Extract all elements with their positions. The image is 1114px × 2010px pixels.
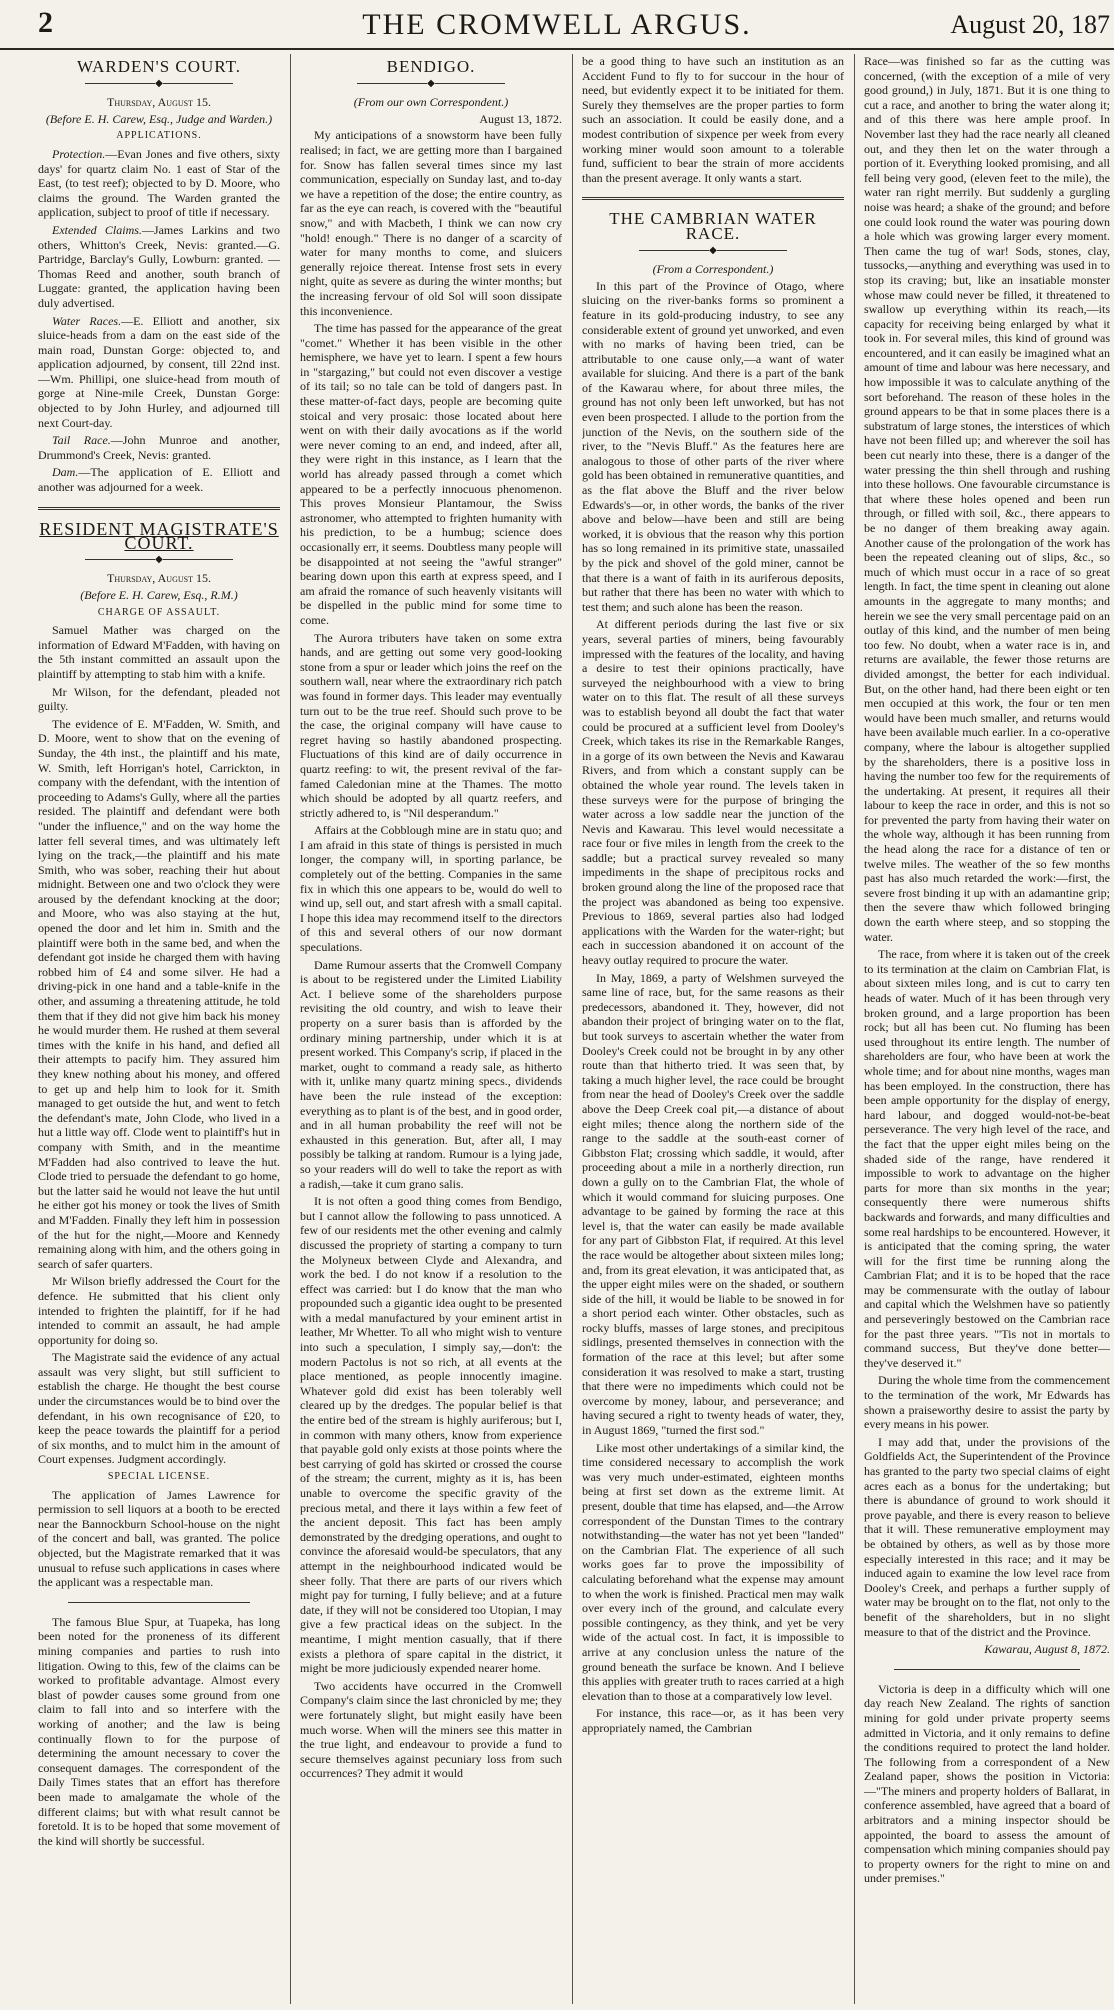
- bendigo-paragraph: Dame Rumour asserts that the Cromwell Company is about to be registered under the Limited Liability Act. I believe some of the shareholders purpose revisiting the old country, and wish to leave their property on a surer basis than is afforded by the ordinary mining partnership, under which it is at present worked. This Company's scrip, if placed in the market, ought to command a ready sale, as hitherto with it, unlike many quartz mining specs., dividends have been the rule instead of the exception: everything as to plant is of the best, and in good order, and in all human probability the reef will not be exhausted in this generation. But, after all, I may possibly be talking at random. Rumour is a lying jade, so your readers will do well to take the report as with a radish,—take it cum grano salis.: [300, 957, 562, 1191]
- column-3: [582, 54, 844, 2004]
- warden-entry: Protection.—Evan Jones and five others, sixty days' for quartz claim No. 1 east of Star of the East, (to test reef); objected to by D. Moore, who claims the ground. The Warden granted the application, subject to proof of title if necessary.: [38, 146, 280, 220]
- cambrian-continuation: I may add that, under the provisions of the Goldfields Act, the Superintendent of the Province has granted to the party two special claims of eight acres each as a bonus for the undertaking; but there is abundance of ground to work should it prove payable, and there is every reason to believe that it will. These remunerative employment may be obtained by others, as well as by those more especially interested in this race; and it may be induced again to examine the low level race from Dooley's Creek, and perhaps a further supply of water may be brought on to the flat, not only to the benefit of the shareholders, but in no slight measure to that of the district and the Province.: [864, 1434, 1110, 1639]
- cambrian-continuation: Race—was finished so far as the cutting was concerned, (with the exception of a mile of very good ground,) in July, 1871. But it is one thing to cut a race, and another to bring the water along it; and of this there was here ample proof. In November last they had the race nearly all cleaned out, and they then let on the water through a portion of it. Everything looked promising, and all fell being very good, (eleven feet to the mile), the water ran right merrily. But suddenly a gurgling noise was heard; a shake of the ground; and before one could look round the water was pouring down a hole which was growing larger every moment. Then came the tug of war! Sods, stones, clay, tussocks,—anything and everything was used in to stop its craving; but, like an insatiable monster whose maw could never be filled, it threatened to swallow up everything within its reach,—its capacity for receiving being enlarged by what it took in. For several miles, this kind of ground was encountered, and it can easily be imagined what an amount of time and labour was here necessary, and how impossible it was to calculate anything of the sort beforehand. The reason of these holes in the ground appears to be that in some places there is a substratum of large stones, the interstices of which have not been filled up; and wherever the soil has been cut nearly into these, there is a danger of the water pressing the thin shell through and rushing into these hollows. One favourable circumstance is that where these holes opened and been run through, or filled with soil, &c., there appears to be no danger of them breaking away again. Another cause of the prolongation of the work has been the repeated cleaning out of slips, &c., so much of which must occur in a race of so great length. In fact, the time spent in cleaning out alone amounts in the aggregate to many months; and herein we see the very small percentage paid on an outlay of this kind, and the number of men being too few. No doubt, when a water race is in, and returns are available, the fewer those returns are divided amongst, the better for each individual. But, on the other hand, had there been eight or ten men occupied at this work, the four or ten men would have been much smaller, and returns would have been available much earlier. In a co-operative company, where the labour is altogether supplied by the shareholders, there is a positive loss in having the number too few for the requirements of the undertaking. At present, it requires all their labour to keep the race in order, and this is not so for prevented the party from having their water on the whole way, although it has been running from the head along the race for a distance of ten or twelve miles. The weather of the so few months past has also much retarded the work:—first, the severe frost binding it up with an adamantine grip; then the severe thaw which followed bringing down the earth where steep, and so stopping the water.: [864, 54, 1110, 944]
- section-divider: [894, 1669, 1080, 1670]
- wardens-court-title: WARDEN'S COURT.: [76, 57, 242, 76]
- cambrian-continuation: The race, from where it is taken out of the creek to its termination at the claim on Cambrian Flat, is about sixteen miles long, and is cut to carry ten heads of water. Much of it has been through very broken ground, and a large proportion has been rock; but all has been cut. No fluming has been used throughout its entire length. The number of shareholders are four, who have been at work the whole time; and for about nine months, wages man has been employed. In the construction, there has been ample opportunity for the display of energy, hard labour, and dogged would-not-be-beat perseverance. The very high level of the race, and the fact that the upper eight miles being on the shaded side of the range, have rendered it impossible to work to advantage on the higher parts for more than six months in the year; consequently there were numerous shifts backwards and forwards, and many difficulties and some real hardships to be encountered. However, it is anticipated that the coming spring, the water will for the first time be running along the Cambrian Flat; and it is to be hoped that the race may be commensurate with the outlay of labour and capital which the Welshmen have so patiently and perseveringly bestowed on the Cambrian race for the past three years. "'Tis not in mortals to command success, But they've done better—they've deserved it.": [864, 947, 1110, 1370]
- resident-magistrate-title: RESIDENT MAGISTRATE'S COURT.: [39, 518, 279, 554]
- page-number: 2: [38, 6, 53, 39]
- warden-entry: Dam.—The application of E. Elliott and another was adjourned for a week.: [38, 465, 280, 495]
- wardens-court-date: Thursday, August 15.: [107, 95, 211, 110]
- cambrian-byline: (From a Correspondent.): [652, 262, 774, 277]
- bendigo-continuation: be a good thing to have such an institution as an Accident Fund to fly to for succour in the hour of need, but evidently expect it to be initiated for them. Surely they themselves are the proper parties to form such an association. It could be easily done, and a modest contribution of sixpence per week from every working miner would soon amount to a tolerable fund, sufficient to bear the strain of more accidents than the present average. It only wants a start.: [582, 54, 844, 185]
- warden-entry: Tail Race.—John Munroe and another, Drummond's Creek, Nevis: granted.: [38, 433, 280, 462]
- bendigo-byline: (From our own Correspondent.): [353, 95, 509, 110]
- wardens-court-before: (Before E. H. Carew, Esq., Judge and Warden.): [45, 111, 273, 126]
- column-2: [300, 54, 562, 2004]
- rm-paragraph: The evidence of E. M'Fadden, W. Smith, and D. Moore, went to show that on the evening of Sunday, the 4th inst., the plaintiff and his mate, W. Smith, left Horrigan's hotel, Carrickton, in company with the defendant, with the intention of proceeding to Adams's Gully, where all the parties resided. The plaintiff and defendant were both "under the influence," and on the way home the latter fell several times, and was ultimately left lying on the track,—the plaintiff and his mate Smith, who was sober, reaching their hut about midnight. Between one and two o'clock they were aroused by the defendant knocking at the door; and Moore, who was also staying at the hut, opened the door and let him in. Smith and the plaintiff were both in the same bed, and when the defendant got inside he charged them with having robbed him of £4 and some silver. He had a driving-pick in one hand and a table-knife in the other, and assuming a threatening attitude, he told them that if they did not give him back his money he would murder them. He rushed at them several times with the knife in his hand, and defied all their attempts to pacify him. They assured him they knew nothing about his money, and offered to get up and help him to look for it. Smith managed to get outside the hut, and went to fetch the defendant's mate, John Clode, who lived in a hut a little way off. Clode went to plaintiff's hut in company with Smith, and in the meantime M'Fadden had also contrived to leave the hut. Clode tried to persuade the defendant to go home, but the latter said he would not leave the hut until he either got his money or took the lives of Smith and M'Fadden. Finally they left him in possession of the hut for the night,—Moore and Kennedy remaining along with him, and the others going in search of safer quarters.: [38, 716, 280, 1271]
- bendigo-paragraph: Two accidents have occurred in the Cromwell Company's claim since the last chronicled by me; they were fortunately slight, but might easily have been much worse. When will the miners see this matter in the true light, and endeavour to provide a fund to secure themselves against pecuniary loss from such occurrences? They admit it would: [300, 1678, 562, 1781]
- issue-date: August 20, 187: [950, 10, 1110, 39]
- rm-court-date: Thursday, August 15.: [107, 571, 211, 586]
- applications-heading: APPLICATIONS.: [116, 130, 202, 142]
- victoria-paragraph: Victoria is deep in a difficulty which will one day reach New Zealand. The rights of sanction mining for gold under private property seems admitted in Victoria, and it only remains to define the conditions required to protect the land holder. The following from a correspondent of a New Zealand paper, shows the position in Victoria:—"The miners and property holders of Ballarat, in conference assembled, have agreed that a board of arbitrators and a mining inspector should be appointed, the board to assess the amount of compensation which mining companies should pay to property owners for the right to mine on and under premises.": [864, 1681, 1110, 1886]
- column-rule: [572, 54, 573, 2004]
- license-paragraph: The application of James Lawrence for permission to sell liquors at a booth to be erected near the Bannockburn School-house on the night of the concert and ball, was granted. The police objected, but the Magistrate remarked that it was unusual to refuse such applications in cases where the applicant was a respectable man.: [38, 1487, 280, 1590]
- bendigo-paragraph: Affairs at the Cobblough mine are in statu quo; and I am afraid in this state of things is persisted in much longer, the company will, in sporting parlance, be completely out of the betting. Companies in the same fix in which this one appears to be, would do well to wind up, sell out, and start afresh with a small capital. I hope this idea may recommend itself to the directors of this and several others of our now dormant speculations.: [300, 823, 562, 955]
- masthead: [0, 0, 1114, 50]
- cambrian-continuation: During the whole time from the commencement to the termination of the work, Mr Edwards has shown a praiseworthy desire to assist the party by every means in his power.: [864, 1373, 1110, 1432]
- column-rule: [854, 54, 855, 2004]
- ornament: ◆: [582, 244, 844, 259]
- rm-paragraph: Mr Wilson, for the defendant, pleaded not guilty.: [38, 684, 280, 714]
- section-divider: [38, 507, 280, 510]
- ornament: ◆: [38, 553, 280, 568]
- cambrian-paragraph: Like most other undertakings of a similar kind, the time considered necessary to accomplish the work was very much under-estimated, eighteen months being at first set down as the extreme limit. At present, double that time has elapsed, and—the Arrow correspondent of the Dunstan Times to the contrary notwithstanding—the water has not yet been "landed" on the Cambrian Flat. The experience of all such works goes far to prove the impossibility of calculating beforehand what the expense may amount to when the work is finished. Practical men may walk over every inch of the ground, and calculate every possible contingency, as they think, and yet be very wide of the actual cost. In fact, it is impossible to arrive at any conclusion unless the nature of the ground beneath the surface be known. And I believe this applies with greater truth to races carried at a high elevation than to those at a comparatively low level.: [582, 1440, 844, 1703]
- warden-entry: Water Races.—E. Elliott and another, six sluice-heads from a dam on the east side of the main road, Dunstan Gorge: objected to, and application adjourned, by consent, till 22nd inst.—Wm. Phillipi, one sluice-head from mouth of gorge at Nine-mile Creek, Dunstan Gorge: objected to by John Hurley, and adjourned till next Court-day.: [38, 313, 280, 430]
- cambrian-paragraph: In this part of the Province of Otago, where sluicing on the river-banks forms so prominent a feature in its gold-producing industry, to see any considerable extent of ground yet unworked, and even with no marks of having been tried, can be attributable to one cause only,—a want of water available for sluicing. And there is a part of the bank of the Kawarau where, for about three miles, the ground has not only been left unworked, but has not even been prospected. I allude to the portion from the junction of the Nevis, on the southern side of the river, to the "Nevis Bluff." As the features here are analogous to those of other parts of the river where gold has been obtained in remunerative quantities, and as the flat above the Bluff and the river below Edwards's—or, in other words, the banks of the river above and below—have been and still are being worked, it is obvious that the reason why this portion has so long remained in its primitive state, unassailed by the pick and shovel of the gold miner, cannot be that there is a want of faith in its auriferous deposits, but rather that there has been no water with which to test them; and such alone has been the reason.: [582, 278, 844, 614]
- ornament: ◆: [38, 77, 280, 92]
- bendigo-paragraph: My anticipations of a snowstorm have been fully realised; in fact, we are getting more than I bargained for. Snow has fallen several times since my last communication, especially on Sunday last, and to-day we have a repetition of the dose; the entire country, as far as the eye can reach, is covered with the "beautiful snow," and with Macbeth, I think we can now cry "hold! enough." There is no danger of a scarcity of water for many months to come, and sluicers generally rejoice thereat. Intense frost sets in every night, quite as severe as during the winter months; but the increasing fervour of old Sol will soon dissipate this inconvenience.: [300, 128, 562, 318]
- bendigo-title: BENDIGO.: [386, 57, 476, 76]
- column-rule: [290, 54, 291, 2004]
- cambrian-paragraph: For instance, this race—or, as it has been very appropriately named, the Cambrian: [582, 1706, 844, 1735]
- license-heading: SPECIAL LICENSE.: [107, 1471, 211, 1483]
- bendigo-paragraph: The Aurora tributers have taken on some extra hands, and are getting out some very good-looking stone from a spur or leader which joins the reef on the southern wall, near where the extraordinary rich patch was found in former days. This leader may eventually turn out to be the true reef. Should such prove to be the case, the original company will have cause to regret having so hastily abandoned prospecting. Fluctuations of this kind are of daily occurrence in quartz reefing: to wit, the present revival of the far-famed Caledonian mine at the Thames. The motto which should be adopted by all quartz reefers, and strictly adhered to, is "Nil desperandum.": [300, 630, 562, 820]
- cambrian-paragraph: At different periods during the last five or six years, several parties of miners, being favourably impressed with the features of the locality, and having a desire to test their opinions practically, have surveyed the neighbourhood with a view to bring water on to this flat. The result of all these surveys was to establish beyond all doubt the fact that water could be procured at a sufficient level from Dooley's Creek, which takes its rise in the Remarkable Ranges, in a gorge of its own between the Nevis and Kawarau Rivers, and from which a constant supply can be obtained the whole year round. The levels taken in these surveys were for the purpose of bringing the water across a low saddle near the junction of the Nevis and Kawarau. This level would necessitate a race four or five miles in length from the creek to the saddle; but a practical survey revealed so many impediments in the shape of precipitous rocks and broken ground along the line of the proposed race that the project was abandoned as being too expensive. Previous to 1869, several parties also had lodged applications with the Warden for the water-right; but each in succession abandoned it on account of the heavy outlay required to procure the water.: [582, 617, 844, 968]
- column-4: [864, 54, 1110, 2004]
- column-1: [38, 54, 280, 2004]
- cambrian-paragraph: In May, 1869, a party of Welshmen surveyed the same line of race, but, for the same reasons as their predecessors, abandoned it. They, however, did not abandon their project of bringing water on to the flat, but took surveys to ascertain whether the water from Dooley's Creek could not be brought in by any other route than that hitherto tried. It was seen that, by taking a much higher level, the race could be brought from near the head of Dooley's Creek over the saddle above the Deep Creek coal pit,—a distance of about eight miles; thence along the northern side of the range to the saddle at the south-east corner of Gibbston Flat; crossing which saddle, it would, after proceeding about a mile in a northerly direction, run down a gully on to the Cambrian Flat, the whole of which it would command for sluicing purposes. One advantage to be gained by forming the race at this level is, that the water can easily be made available for any part of Gibbston Flat, if required. At this level the race would be altogether about sixteen miles long; and, from its great elevation, it was anticipated that, as the upper eight miles were on the shaded, or southern side of the hill, it would be liable to be snowed in for a short period each winter. Other obstacles, such as rocky bluffs, masses of large stones, and precipitous sidlings, presented themselves in connection with the formation of the race at this level; but after some consideration it was resolved to make a start, trusting that there were no impediments which could not be overcome by money, labour, and perseverance; and having secured a right to twenty heads of water, they, in August 1869, "turned the first sod.": [582, 970, 844, 1438]
- bendigo-date: August 13, 1872.: [479, 111, 562, 126]
- section-divider: [68, 1602, 250, 1603]
- cambrian-title: THE CAMBRIAN WATER RACE.: [609, 209, 817, 243]
- rm-paragraph: Samuel Mather was charged on the information of Edward M'Fadden, with having on the 5th instant committed an assault upon the plaintiff by attempting to stab him with a knife.: [38, 623, 280, 681]
- charge-heading: CHARGE OF ASSAULT.: [97, 606, 221, 618]
- bendigo-paragraph: The time has passed for the appearance of the great "comet." Whether it has been visible in the other hemisphere, we have yet to learn. I spent a few hours in "stargazing," but could not even discover a vestige of its tail; so no tale can be told of dangers past. In these matter-of-fact days, people are becoming quite stoical and very prosaic: those located about here went on with their daily avocations as if the world were never coming to an end, and indeed, after all, they were right in this instance, as I learn that the world has already passed through a comet which appeared to be a perfectly innocuous phenomenon. This proves Monsieur Plantamour, the Swiss astronomer, who attempted to frighten humanity with his prediction, to be a humbug; science does occasionally err, it seems. Doubtless many people will be disappointed at not seeing the "awful stranger" bearing down upon this earth at express speed, and I am afraid the romance of such heavenly visitants will be dispelled in the public mind for some time to come.: [300, 321, 562, 627]
- newspaper-title: THE CROMWELL ARGUS.: [362, 8, 752, 41]
- rm-court-before: (Before E. H. Carew, Esq., R.M.): [80, 588, 238, 602]
- rm-paragraph: The Magistrate said the evidence of any actual assault was very slight, but still sufficient to establish the charge. He thought the best course under the circumstances would be to bind over the defendant, in his own recognisance of £20, to keep the peace towards the plaintiff for a period of six months, and to mulct him in the amount of Court expenses. Judgment accordingly.: [38, 1350, 280, 1467]
- section-divider: [582, 197, 844, 200]
- warden-entry: Extended Claims.—James Larkins and two others, Whitton's Creek, Nevis: granted.—G. Partridge, Barclay's Gully, Lowburn: granted. —Thomas Reed and another, south branch of Luggate: granted, the application having been duly advertised.: [38, 222, 280, 310]
- rm-paragraph: Mr Wilson briefly addressed the Court for the defence. He submitted that his client only intended to frighten the plaintiff, for if he had intended to commit an assault, he had ample opportunity for doing so.: [38, 1274, 280, 1347]
- blue-spur-paragraph: The famous Blue Spur, at Tuapeka, has long been noted for the proneness of its different mining companies and parties to rush into litigation. Owing to this, few of the claims can be worked to profitable advantage. Almost every blast of powder causes some ground from one claim to fall into and so interfere with the working of another; and the law is being continually flown to for the purpose of determining the amount necessary to cover the consequent damages. The correspondent of the Daily Times states that an effort has therefore been made to amalgamate the whole of the different claims; but with what result cannot be foretold. It is to be hoped that some movement of the kind will shortly be successful.: [38, 1614, 280, 1848]
- ornament: ◆: [300, 77, 562, 92]
- bendigo-paragraph: It is not often a good thing comes from Bendigo, but I cannot allow the following to pass unnoticed. A few of our residents met the other evening and calmly discussed the propriety of starting a company to turn the Molyneux between Clyde and Alexandra, and work the bed. I do not know if a resolution to the effect was carried: but I do know that the man who propounded such a gigantic idea ought to be presented with a medal manufactured by your eminent artist in leather, Mr Whetter. To all who might wish to venture into such a speculation, I simply say,—don't: the modern Pactolus is not so rich, at all events at the place mentioned, as people innocently imagine. Whatever gold did exist has been tolerably well cleared up by the dredges. The popular belief is that the entire bed of the stream is highly auriferous; but I, in common with many others, know from experience that payable gold only exists at those points where the best carrying of gold has skirted or crossed the course of the stream; the current, mighty as it is, has been unable to overcome the specific gravity of the precious metal, and there it lays within a few feet of the ancient deposit. This fact has been amply demonstrated by the dredging operations, and ought to convince the aforesaid would-be speculators, that any attempt in the neighbourhood indicated would be sheer folly. That there are parts of our rivers which might pay for turning, I fully believe; and at a future date, if they will not be considered too Utopian, I may give a few practical ideas on the subject. In the meantime, I might mention casually, that if there exists a plethora of spare capital in the district, it might be more judiciously expended nearer home.: [300, 1194, 562, 1676]
- cambrian-signoff: Kawarau, August 8, 1872.: [984, 1642, 1110, 1657]
